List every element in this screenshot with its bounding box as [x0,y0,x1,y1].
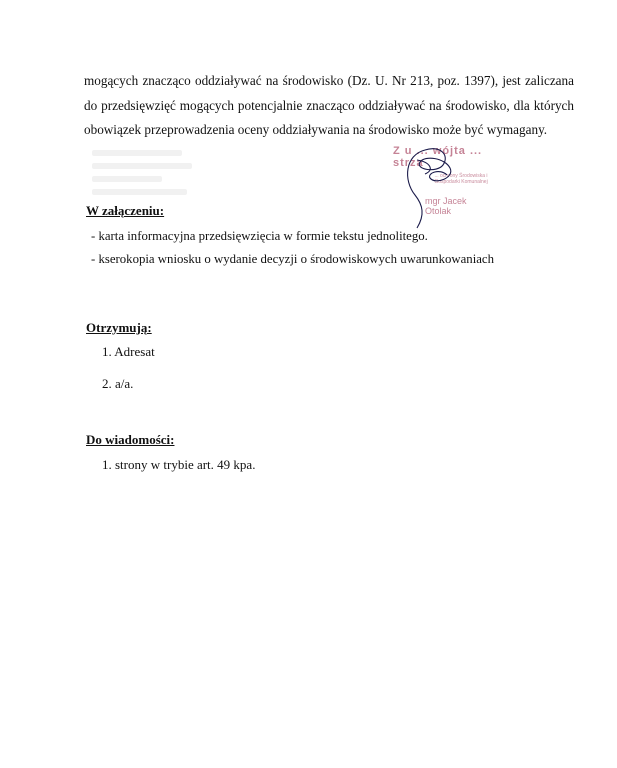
paragraph-line: mogących znacząco oddziaływać na środowisko (Dz. U. Nr 213, poz. 1397), jest zaliczana [84,73,574,88]
recipient-item: 1. Adresat [102,344,155,359]
notice-item: 1. strony w trybie art. 49 kpa. [102,457,256,472]
attachment-item: - karta informacyjna przedsięwzięcia w formie tekstu jednolitego. [91,229,428,243]
faint-bleedthrough-text [92,150,202,210]
handwritten-signature [395,140,465,235]
attachment-item: - kserokopia wniosku o wydanie decyzji o środowiskowych uwarunkowaniach [91,252,495,266]
paragraph-line: obowiązek przeprowadzenia oceny oddziaływania na środowisko może być wymagany. [84,122,548,137]
recipients-heading: Otrzymują: [86,320,152,335]
attachments-heading: W załączeniu: [86,203,165,218]
notice-heading: Do wiadomości: [86,432,175,447]
paragraph-line: do przedsięwzięć mogących potencjalnie znacząco oddziaływać na środowisko, dla których [84,97,574,113]
stamp-line: mgr Jacek Otolak [425,196,467,216]
recipient-item: 2. a/a. [102,376,134,391]
stamp-line: Z u ... wójta ... strza [393,145,483,169]
stamp-line: ... ochrony Środowiska i Gospodarki Komunalnej [434,173,488,185]
body-paragraph [84,69,574,143]
